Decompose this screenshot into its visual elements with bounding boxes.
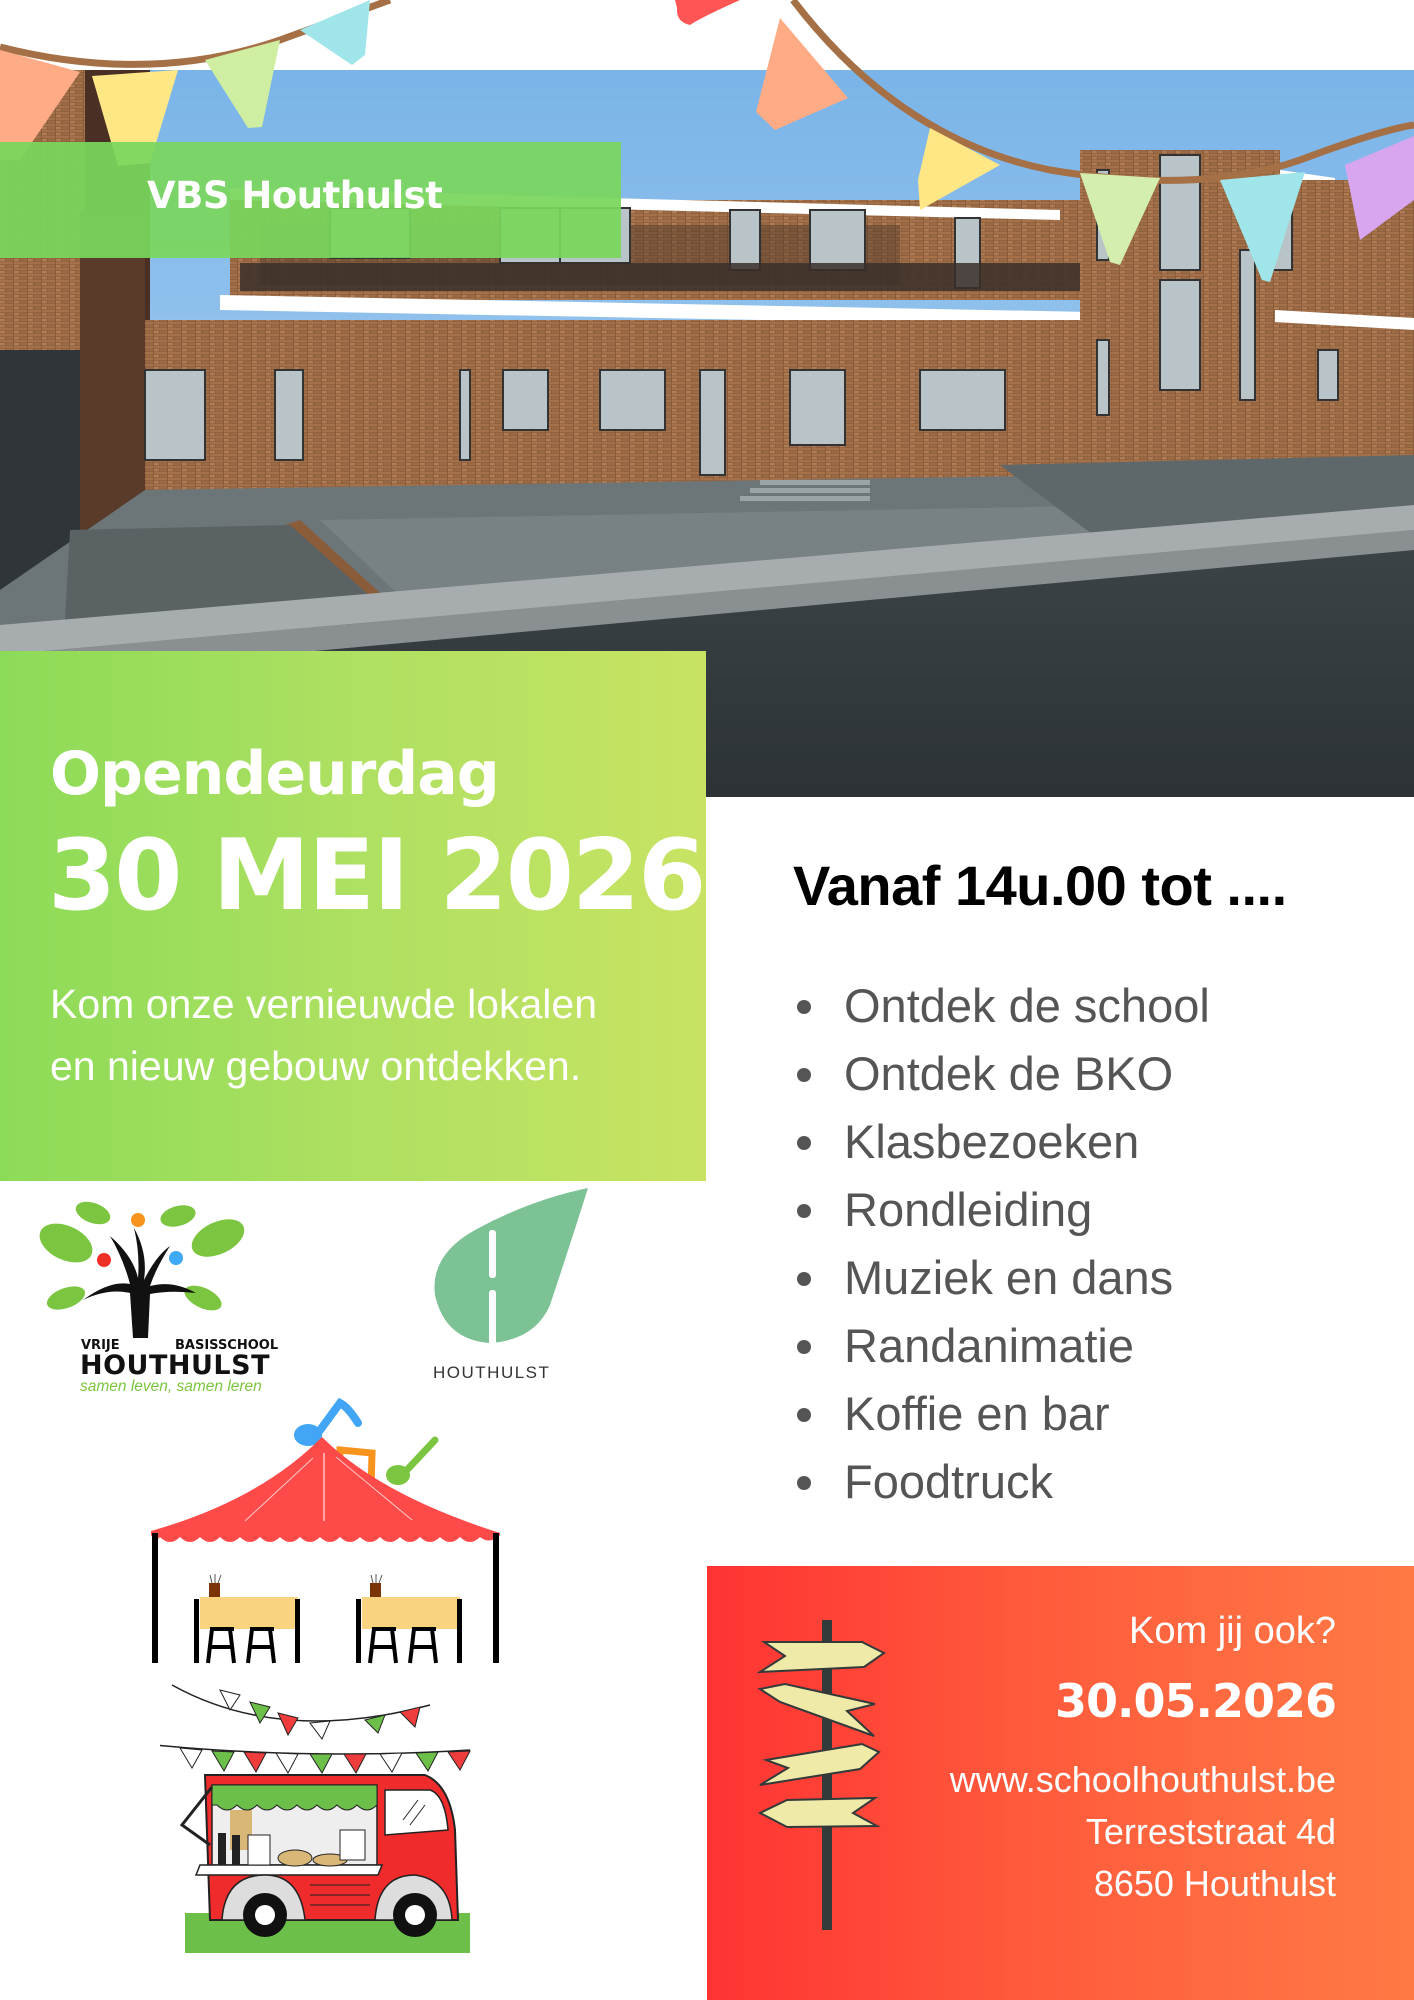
event-title: Opendeurdag	[50, 739, 499, 809]
event-date: 30 MEI 2026	[48, 819, 705, 933]
list-item-label: Klasbezoeken	[844, 1115, 1140, 1168]
bullet-icon	[797, 1272, 811, 1286]
list-item	[793, 1380, 1393, 1448]
event-subtitle-line-2: en nieuw gebouw ontdekken.	[50, 1043, 582, 1089]
list-item-label: Randanimatie	[844, 1319, 1135, 1372]
event-subtitle	[50, 973, 690, 1097]
list-item	[793, 1108, 1393, 1176]
bullet-icon	[797, 1408, 811, 1422]
school-name-label: VBS Houthulst	[147, 174, 443, 217]
school-logo-name: HOUTHULST	[80, 1350, 270, 1381]
list-item-label: Rondleiding	[844, 1183, 1093, 1236]
list-item	[793, 1312, 1393, 1380]
town-logo	[420, 1185, 590, 1385]
list-item-label: Foodtruck	[844, 1455, 1053, 1508]
address-street: Terreststraat 4d	[1085, 1811, 1336, 1852]
program-list	[793, 972, 1393, 1516]
info-texts	[950, 1612, 1336, 1910]
list-item	[793, 972, 1393, 1040]
program-section	[793, 854, 1393, 1516]
bullet-icon	[797, 1476, 811, 1490]
list-item-label: Ontdek de BKO	[844, 1047, 1174, 1100]
school-logo	[38, 1198, 279, 1395]
school-logo-vrije: VRIJE	[81, 1338, 120, 1353]
bullet-icon	[797, 1340, 811, 1354]
info-date: 30.05.2026	[1054, 1674, 1336, 1728]
school-logo-basisschool: BASISSCHOOL	[175, 1338, 279, 1353]
signpost-icon	[757, 1620, 897, 1930]
bullet-icon	[797, 1136, 811, 1150]
list-item	[793, 1040, 1393, 1108]
list-item-label: Ontdek de school	[844, 979, 1210, 1032]
school-name-banner	[0, 142, 621, 258]
tree-icon	[38, 1198, 263, 1338]
event-panel	[0, 651, 706, 1181]
leaf-h-icon	[420, 1185, 590, 1355]
list-item	[793, 1244, 1393, 1312]
town-logo-name: HOUTHULST	[433, 1363, 551, 1382]
food-truck-illustration	[160, 1675, 480, 1955]
bullet-icon	[797, 1204, 811, 1218]
event-subtitle-line-1: Kom onze vernieuwde lokalen	[50, 981, 597, 1027]
list-item	[793, 1448, 1393, 1516]
list-item-label: Muziek en dans	[844, 1251, 1174, 1304]
party-tent-illustration	[130, 1395, 580, 1665]
invitation-question: Kom jij ook?	[1129, 1610, 1336, 1652]
bullet-icon	[797, 1068, 811, 1082]
bullet-icon	[797, 1000, 811, 1014]
school-logo-tagline: samen leven, samen leren	[80, 1378, 262, 1395]
address-city: 8650 Houthulst	[1093, 1863, 1336, 1904]
list-item	[793, 1176, 1393, 1244]
website-link[interactable]: www.schoolhouthulst.be	[949, 1759, 1336, 1800]
program-heading: Vanaf 14u.00 tot ....	[793, 854, 1287, 917]
list-item-label: Koffie en bar	[844, 1387, 1110, 1440]
info-panel	[707, 1566, 1414, 2000]
